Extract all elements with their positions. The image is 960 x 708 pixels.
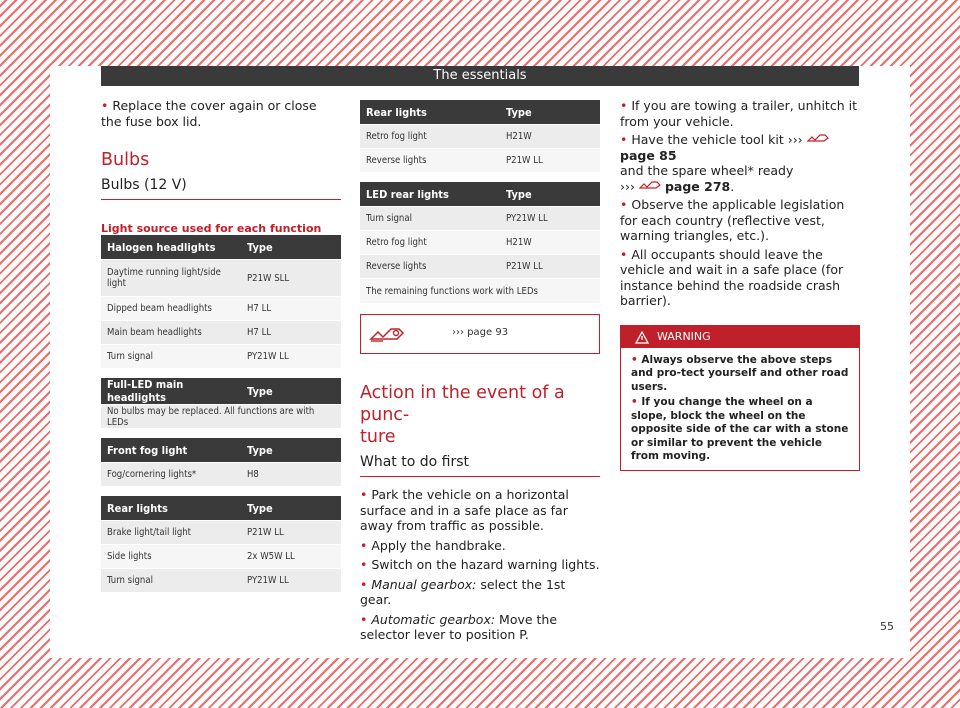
table-header: Type: [241, 438, 341, 463]
table-row: [101, 405, 341, 429]
spare-wheel-icon: [639, 179, 661, 194]
page-link[interactable]: page 278: [664, 178, 731, 194]
table-row: [101, 345, 341, 369]
page-link[interactable]: page 85: [620, 147, 677, 163]
table-header: Type: [500, 100, 600, 125]
table-cell: 2x W5W LL: [241, 545, 341, 569]
warning-triangle-icon: [635, 330, 649, 352]
list-item: • All occupants should leave the vehicle and wait in a safe place (for instance behind the roadside crash barrier).: [620, 246, 844, 308]
table-row: [101, 521, 341, 545]
table-cell: Turn signal: [101, 569, 241, 593]
list-item: • Manual gearbox: select the 1st gear.: [360, 576, 566, 607]
table-cell: Main beam headlights: [101, 321, 241, 345]
table-header: Type: [241, 378, 341, 405]
section-title-bulbs: Bulbs: [101, 150, 150, 170]
table-row: [360, 149, 600, 173]
table-cell: The remaining functions work with LEDs: [360, 279, 600, 304]
table-cell: P21W LL: [241, 521, 341, 545]
table-cell: H7 LL: [241, 297, 341, 321]
table-cell: PY21W LL: [241, 345, 341, 369]
table-cell: Brake light/tail light: [101, 521, 241, 545]
reference-box: [360, 314, 600, 354]
table-cell: H7 LL: [241, 321, 341, 345]
table-row: [101, 260, 341, 297]
warning-box: [620, 325, 860, 471]
full-led-table: [101, 378, 341, 428]
table-cell: Reverse lights: [360, 255, 500, 279]
table-row: [101, 463, 341, 487]
column-3: [620, 98, 860, 471]
tool-kit-icon: [369, 324, 405, 348]
table-row: [101, 321, 341, 345]
table-header: Type: [500, 182, 600, 207]
table-header: LED rear lights: [360, 182, 500, 207]
table-cell: H21W: [500, 231, 600, 255]
table-row: [101, 545, 341, 569]
table-cell: Dipped beam headlights: [101, 297, 241, 321]
table-cell: Side lights: [101, 545, 241, 569]
warning-header: WARNING: [621, 326, 859, 348]
page-reference-link[interactable]: ››› page 93: [452, 327, 509, 338]
subsection-title: What to do first: [360, 454, 600, 477]
column-2: [360, 100, 600, 643]
warning-item: • Always observe the above steps and pro-tect yourself and other road users.: [631, 353, 849, 393]
warning-item: • If you change the wheel on a slope, block the wheel on the opposite side of the car with a stone or similar to prevent the vehicle from moving.: [631, 396, 849, 462]
list-item: • Automatic gearbox: Move the selector lever to position P.: [360, 611, 558, 642]
list-item: • Switch on the hazard warning lights.: [360, 557, 600, 572]
intro-bullet: • Replace the cover again or close the fuse box lid.: [101, 98, 317, 129]
table-cell: H8: [241, 463, 341, 487]
table-header: Rear lights: [101, 496, 241, 521]
table-cell: P21W LL: [500, 149, 600, 173]
page-header: The essentials: [101, 66, 859, 86]
table-row: [360, 279, 600, 304]
section-title-puncture: Action in the event of a punc- ture: [360, 383, 565, 447]
list-item: • Observe the applicable legislation for each country (reflective vest, warning triangles, etc.).: [620, 197, 845, 243]
table-cell: Reverse lights: [360, 149, 500, 173]
table-cell: No bulbs may be replaced. All functions are with LEDs: [101, 405, 341, 429]
table-header: Full-LED main headlights: [101, 378, 241, 405]
list-item: • Apply the handbrake.: [360, 537, 506, 553]
table-row: [360, 207, 600, 231]
table-cell: Turn signal: [360, 207, 500, 231]
table-row: [360, 125, 600, 149]
page-number: 55: [880, 620, 894, 633]
table-row: [101, 297, 341, 321]
column-1: [101, 98, 341, 592]
table-cell: PY21W LL: [241, 569, 341, 593]
fog-light-table: [101, 438, 341, 486]
table-row: [360, 231, 600, 255]
list-item: • Park the vehicle on a horizontal surface and in a safe place as far away from traffic as possible.: [360, 487, 569, 533]
table-cell: Retro fog light: [360, 231, 500, 255]
table-cell: Fog/cornering lights*: [101, 463, 241, 487]
table-cell: P21W LL: [500, 255, 600, 279]
table-row: [101, 569, 341, 593]
list-item: • If you are towing a trailer, unhitch it from your vehicle.: [620, 98, 857, 129]
table-header: Halogen headlights: [101, 235, 241, 260]
table-header: Front fog light: [101, 438, 241, 463]
table-header: Type: [241, 235, 341, 260]
steps-list: [360, 487, 600, 643]
table-header: Rear lights: [360, 100, 500, 125]
table-header: Type: [241, 496, 341, 521]
halogen-table: [101, 235, 341, 368]
table-row: [360, 255, 600, 279]
subsection-title: Bulbs (12 V): [101, 177, 341, 200]
table-cell: P21W SLL: [241, 260, 341, 297]
table-cell: H21W: [500, 125, 600, 149]
table-cell: Turn signal: [101, 345, 241, 369]
table-caption: Light source used for each function: [101, 222, 322, 235]
tool-kit-icon: [807, 132, 829, 147]
rear-lights-cont-table: [360, 100, 600, 172]
table-cell: Retro fog light: [360, 125, 500, 149]
table-cell: Daytime running light/side light: [101, 260, 241, 297]
table-cell: PY21W LL: [500, 207, 600, 231]
list-item: • Have the vehicle tool kit ››› page 85 and the spare wheel* ready ››› page 278.: [620, 132, 860, 194]
rear-lights-table: [101, 496, 341, 592]
led-rear-lights-table: [360, 182, 600, 303]
